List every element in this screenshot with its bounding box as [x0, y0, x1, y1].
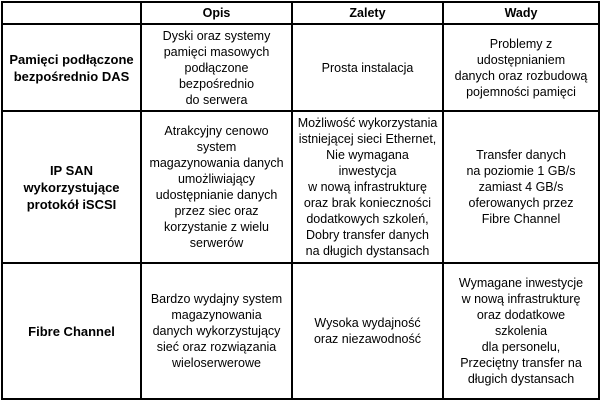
cell-line: udostępnianiem: [476, 52, 566, 67]
cell-line: szkolenia: [494, 324, 548, 338]
header-zalety: Zalety: [292, 2, 443, 24]
cell-line: istniejącej sieci Ethernet,: [298, 132, 437, 146]
cell-line: dla personelu,: [481, 340, 561, 354]
cell-line: udostępnianie danych: [155, 188, 278, 202]
cell-line: Transfer danych: [476, 148, 566, 162]
cell-line: Prosta instalacja: [321, 60, 414, 75]
cell-line: Atrakcyjny cenowo: [164, 124, 269, 138]
cell-line: długich dystansach: [467, 372, 575, 386]
cell-line: magazynowania: [171, 308, 262, 322]
header-row: [2, 2, 599, 24]
cell-line: Bardzo wydajny system: [150, 292, 283, 306]
comparison-table: [1, 1, 600, 400]
cell-line: Dyski oraz systemy: [162, 28, 271, 43]
cell-line: Fibre Channel: [28, 323, 115, 339]
header-wady: Wady: [443, 2, 599, 24]
cell-line: przez siec oraz: [174, 204, 259, 218]
cell-line: wykorzystujące: [23, 179, 120, 195]
cell-line: bezpośrednio: [178, 76, 255, 91]
table-row: [2, 263, 599, 399]
cell-line: IP SAN: [49, 162, 94, 178]
cell-line: na długich dystansach: [305, 244, 430, 258]
cell-line: zamiast 4 GB/s: [478, 180, 564, 194]
cell-line: Przeciętny transfer na: [460, 356, 582, 370]
cell-line: w nową infrastrukturę: [308, 180, 427, 194]
cell-opis-ip-san: [141, 111, 292, 263]
cell-line: Nie wymagana inwestycja: [326, 148, 409, 178]
cell-line: podłączone: [184, 60, 249, 75]
cell-line: oraz brak konieczności: [303, 196, 432, 210]
cell-line: korzystanie z wielu: [164, 220, 269, 234]
cell-line: oferowanych przez: [468, 196, 574, 210]
cell-opis-fibre-channel: [141, 263, 292, 399]
cell-line: Dobry transfer danych: [306, 228, 429, 242]
cell-line: oraz niezawodność: [313, 332, 421, 346]
cell-opis-das: [141, 24, 292, 111]
cell-line: system: [196, 140, 237, 154]
cell-line: serwerów: [189, 236, 244, 250]
cell-zalety-das: [292, 24, 443, 111]
cell-line: umożliwiający: [177, 172, 256, 186]
cell-line: sieć oraz rozwiązania: [156, 340, 277, 354]
cell-line: do serwera: [185, 92, 248, 107]
cell-line: pojemności pamięci: [466, 84, 576, 99]
cell-wady-fibre-channel: [443, 263, 599, 399]
row-name-fibre-channel: [2, 263, 141, 399]
cell-line: Wymagane inwestycje: [458, 276, 584, 290]
cell-line: Problemy z: [489, 36, 553, 51]
table-row: [2, 24, 599, 111]
cell-line: danych wykorzystujący: [152, 324, 281, 338]
cell-line: w nową infrastrukturę: [461, 292, 581, 306]
cell-line: dodatkowych szkoleń,: [306, 212, 429, 226]
cell-line: wieloserwerowe: [172, 356, 261, 370]
cell-line: bezpośrednio DAS: [13, 68, 130, 84]
cell-line: danych oraz rozbudową: [454, 68, 588, 83]
row-name-ip-san: [2, 111, 141, 263]
cell-zalety-fibre-channel: [292, 263, 443, 399]
cell-wady-das: [443, 24, 599, 111]
cell-line: magazynowania danych: [149, 156, 284, 170]
cell-line: Fibre Channel: [481, 212, 561, 226]
cell-wady-ip-san: [443, 111, 599, 263]
cell-line: Pamięci podłączone: [9, 51, 134, 67]
cell-line: na poziomie 1 GB/s: [466, 164, 576, 178]
cell-zalety-ip-san: [292, 111, 443, 263]
header-opis: Opis: [141, 2, 292, 24]
cell-line: protokół iSCSI: [26, 196, 117, 212]
header-corner: [2, 2, 141, 24]
cell-line: pamięci masowych: [163, 44, 270, 59]
row-name-das: [2, 24, 141, 111]
cell-line: oraz dodatkowe: [476, 308, 566, 322]
cell-line: Wysoka wydajność: [314, 316, 421, 330]
cell-line: Możliwość wykorzystania: [297, 116, 438, 130]
table-row: [2, 111, 599, 263]
